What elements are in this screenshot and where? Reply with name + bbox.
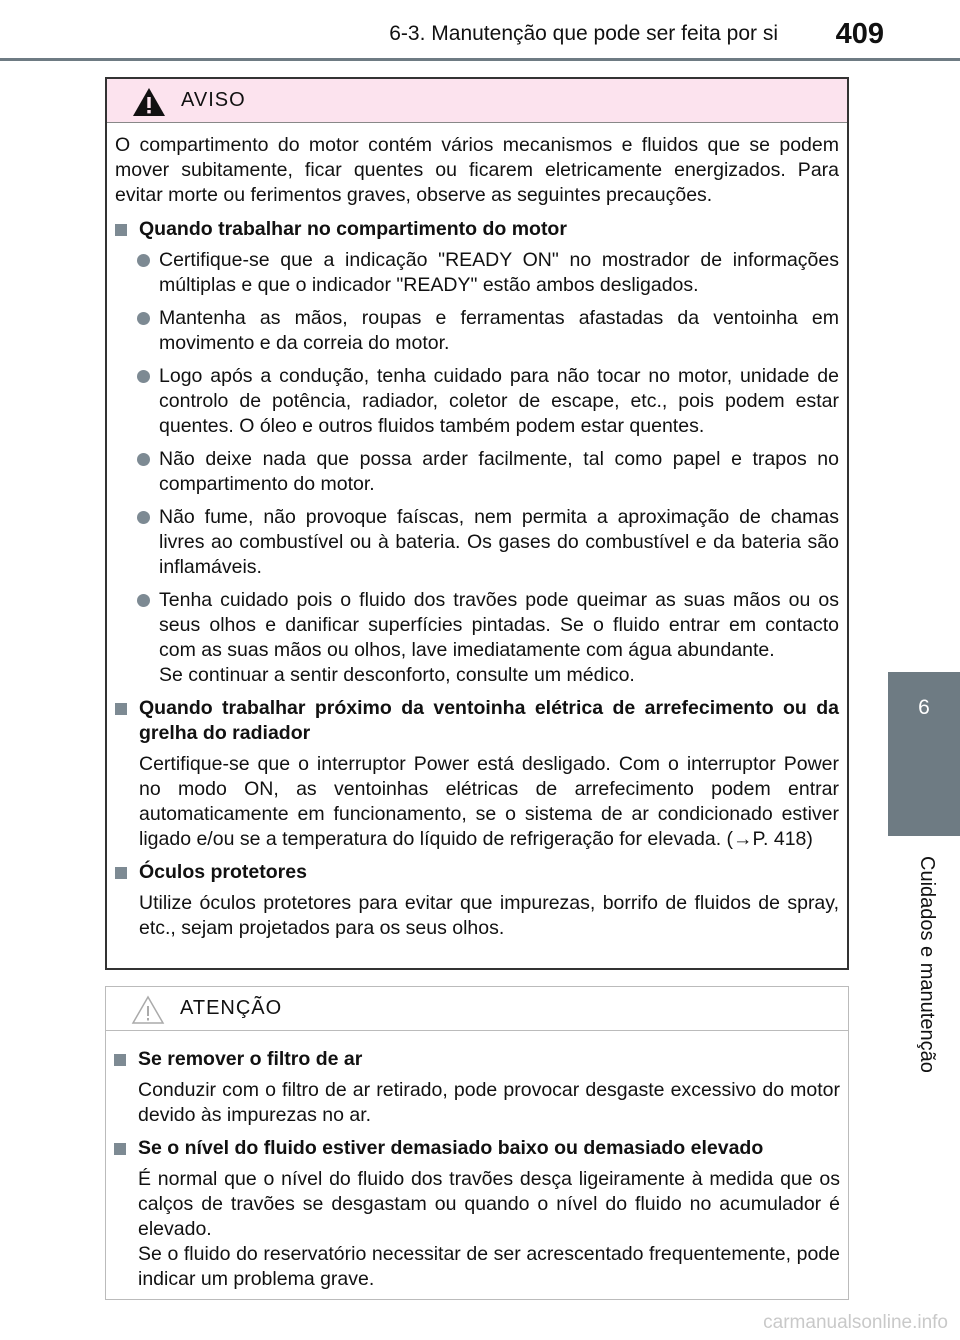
watermark: carmanualsonline.info xyxy=(763,1312,948,1333)
list-item: Não fume, não provoque faíscas, nem permita a aproximação de chamas livres ao combustível ou à bateria. Os gases do combustível e da bateria são inflamáveis. xyxy=(115,505,839,580)
chapter-number: 6 xyxy=(918,696,930,719)
list-item: Não deixe nada que possa arder facilmente, tal como papel e trapos no compartimento do motor. xyxy=(115,447,839,497)
section-heading: Quando trabalhar no compartimento do motor xyxy=(115,217,839,242)
section-text: Utilize óculos protetores para evitar que impurezas, borrifo de fluidos de spray, etc., sejam projetados para os seus olhos. xyxy=(139,892,839,939)
chapter-tab[interactable] xyxy=(888,672,960,836)
square-bullet-icon xyxy=(114,1054,126,1066)
warning-title: AVISO xyxy=(181,89,246,111)
caution-triangle-icon xyxy=(130,994,166,1026)
circle-bullet-icon xyxy=(137,453,150,466)
section-heading: Se o nível do fluido estiver demasiado baixo ou demasiado elevado xyxy=(114,1136,840,1161)
section-text: Certifique-se que o interruptor Power está desligado. Com o interruptor Power no modo ON, as ventoinhas elétricas de arrefecimento podem entrar automaticamente em funcionamento, se o sistema de ar condicionado estiver ligado e/ou se a temperatura do líquido de refrigeração for elevada. (→P. 418) xyxy=(139,753,839,850)
circle-bullet-icon xyxy=(137,254,150,267)
square-bullet-icon xyxy=(115,867,127,879)
circle-bullet-icon xyxy=(137,594,150,607)
caution-title: ATENÇÃO xyxy=(180,997,283,1019)
caution-header xyxy=(106,987,848,1031)
caution-box xyxy=(105,986,849,1300)
section-heading: Quando trabalhar próximo da ventoinha elétrica de arrefecimento ou da grelha do radiador xyxy=(115,696,839,746)
square-bullet-icon xyxy=(115,703,127,715)
square-bullet-icon xyxy=(114,1143,126,1155)
page-number: 409 xyxy=(835,18,884,50)
header-rule xyxy=(0,58,960,61)
circle-bullet-icon xyxy=(137,370,150,383)
section-text: É normal que o nível do fluido dos travões desça ligeiramente à medida que os calços de travões se desgastam ou quando o nível do fluido no acumulador é elevado. Se o fluido do reservatório necessitar de ser acrescentado frequentemente, pode indicar um problema grave. xyxy=(138,1168,840,1290)
circle-bullet-icon xyxy=(137,511,150,524)
section-text: Conduzir com o filtro de ar retirado, pode provocar desgaste excessivo do motor devido às impurezas no ar. xyxy=(138,1079,840,1126)
list-item: Tenha cuidado pois o fluido dos travões pode queimar as suas mãos ou os seus olhos e danificar superfícies pintadas. Se o fluido entrar em contacto com as suas mãos ou olhos, lave imediatamente com água abundante. Se continuar a sentir desconforto, consulte um médico. xyxy=(115,588,839,688)
list-item: Logo após a condução, tenha cuidado para não tocar no motor, unidade de controlo de potência, radiador, coletor de escape, etc., pois podem estar quentes. O óleo e outros fluidos também podem estar quentes. xyxy=(115,364,839,439)
warning-triangle-icon xyxy=(131,86,167,118)
list-item: Mantenha as mãos, roupas e ferramentas afastadas da ventoinha em movimento e da correia do motor. xyxy=(115,306,839,356)
square-bullet-icon xyxy=(115,224,127,236)
warning-box xyxy=(105,77,849,970)
warning-header xyxy=(107,79,847,123)
list-item: Certifique-se que a indicação "READY ON" no mostrador de informações múltiplas e que o indicador "READY" estão ambos desligados. xyxy=(115,248,839,298)
chapter-label: Cuidados e manutenção xyxy=(916,856,938,1073)
section-heading: Óculos protetores xyxy=(115,860,839,885)
warning-intro: O compartimento do motor contém vários mecanismos e fluidos que se podem mover subitamente, ficar quentes ou ficarem eletricamente energizados. Para evitar morte ou ferimentos graves, observe as seguintes precauções. xyxy=(115,134,839,206)
section-title: 6-3. Manutenção que pode ser feita por si xyxy=(389,22,778,45)
section-heading: Se remover o filtro de ar xyxy=(114,1047,840,1072)
circle-bullet-icon xyxy=(137,312,150,325)
page-header xyxy=(0,0,960,64)
